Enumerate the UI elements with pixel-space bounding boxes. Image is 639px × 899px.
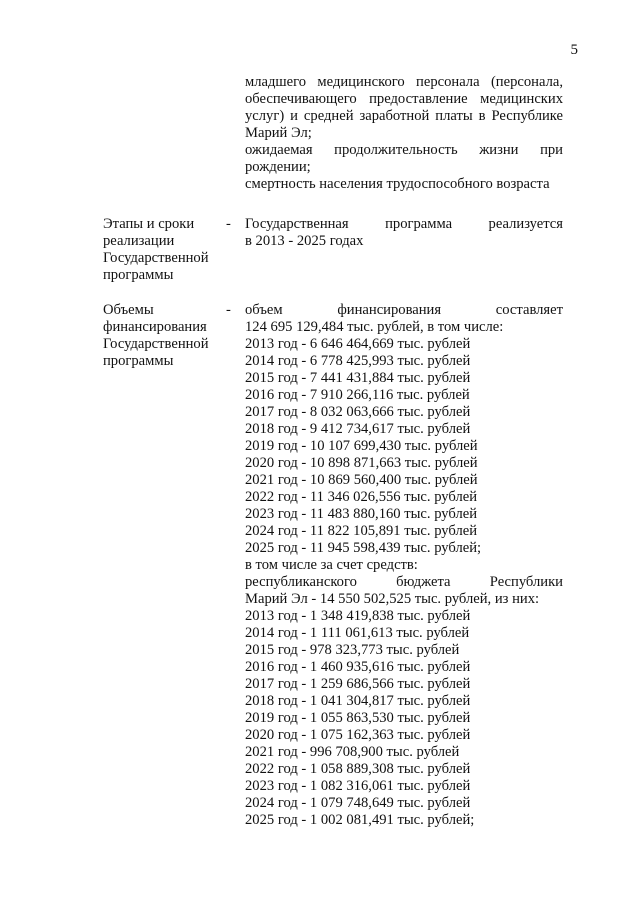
section-dash: - xyxy=(226,302,231,318)
section-text-line: республиканского бюджета Республики xyxy=(245,574,563,590)
section-text-line: 2015 год - 7 441 431,884 тыс. рублей xyxy=(245,370,471,386)
section-text-line: объем финансирования составляет xyxy=(245,302,563,318)
section-text-line: 2014 год - 6 778 425,993 тыс. рублей xyxy=(245,353,471,369)
section-text-line: 2020 год - 10 898 871,663 тыс. рублей xyxy=(245,455,478,471)
text-line: услуг) и средней заработной платы в Республике xyxy=(245,108,563,124)
section-text-line: 2024 год - 1 079 748,649 тыс. рублей xyxy=(245,795,471,811)
section-text-line: 2023 год - 11 483 880,160 тыс. рублей xyxy=(245,506,478,522)
section-text-line: 2013 год - 6 646 464,669 тыс. рублей xyxy=(245,336,471,352)
section-text-line: 2016 год - 1 460 935,616 тыс. рублей xyxy=(245,659,471,675)
section-text-line: 124 695 129,484 тыс. рублей, в том числе: xyxy=(245,319,504,335)
section-text-line: 2018 год - 9 412 734,617 тыс. рублей xyxy=(245,421,471,437)
section-text-line: 2021 год - 996 708,900 тыс. рублей xyxy=(245,744,460,760)
section-text-line: 2019 год - 10 107 699,430 тыс. рублей xyxy=(245,438,478,454)
section-text-line: 2015 год - 978 323,773 тыс. рублей xyxy=(245,642,460,658)
section-text-line: 2023 год - 1 082 316,061 тыс. рублей xyxy=(245,778,471,794)
section-text-line: 2025 год - 1 002 081,491 тыс. рублей; xyxy=(245,812,475,828)
section-text-line: 2014 год - 1 111 061,613 тыс. рублей xyxy=(245,625,470,641)
text-line: смертность населения трудоспособного возраста xyxy=(245,176,550,192)
text-line: Марий Эл; xyxy=(245,125,312,141)
section-text-line: 2020 год - 1 075 162,363 тыс. рублей xyxy=(245,727,471,743)
section-text-line: 2018 год - 1 041 304,817 тыс. рублей xyxy=(245,693,471,709)
section-label: Объемы финансирования Государственной программы xyxy=(103,302,209,369)
text-line: младшего медицинского персонала (персонала, xyxy=(245,74,563,90)
text-line: рождении; xyxy=(245,159,311,175)
page-number: 5 xyxy=(570,42,578,58)
section-text-line: 2017 год - 1 259 686,566 тыс. рублей xyxy=(245,676,471,692)
section-label: Этапы и сроки реализации Государственной программы xyxy=(103,216,209,283)
section-text-line: в 2013 - 2025 годах xyxy=(245,233,364,249)
section-text-line: 2021 год - 10 869 560,400 тыс. рублей xyxy=(245,472,478,488)
section-text-line: Марий Эл - 14 550 502,525 тыс. рублей, из них: xyxy=(245,591,540,607)
section-text-line: 2013 год - 1 348 419,838 тыс. рублей xyxy=(245,608,471,624)
section-text-line: 2024 год - 11 822 105,891 тыс. рублей xyxy=(245,523,478,539)
section-dash: - xyxy=(226,216,231,232)
section-text-line: 2017 год - 8 032 063,666 тыс. рублей xyxy=(245,404,471,420)
section-text-line: 2022 год - 1 058 889,308 тыс. рублей xyxy=(245,761,471,777)
section-text-line: 2019 год - 1 055 863,530 тыс. рублей xyxy=(245,710,471,726)
section-text-line: 2022 год - 11 346 026,556 тыс. рублей xyxy=(245,489,478,505)
text-line: ожидаемая продолжительность жизни при xyxy=(245,142,563,158)
section-text-line: 2025 год - 11 945 598,439 тыс. рублей; xyxy=(245,540,482,556)
section-text-line: Государственная программа реализуется xyxy=(245,216,563,232)
section-text-line: 2016 год - 7 910 266,116 тыс. рублей xyxy=(245,387,470,403)
section-text-line: в том числе за счет средств: xyxy=(245,557,418,573)
text-line: обеспечивающего предоставление медицинских xyxy=(245,91,563,107)
